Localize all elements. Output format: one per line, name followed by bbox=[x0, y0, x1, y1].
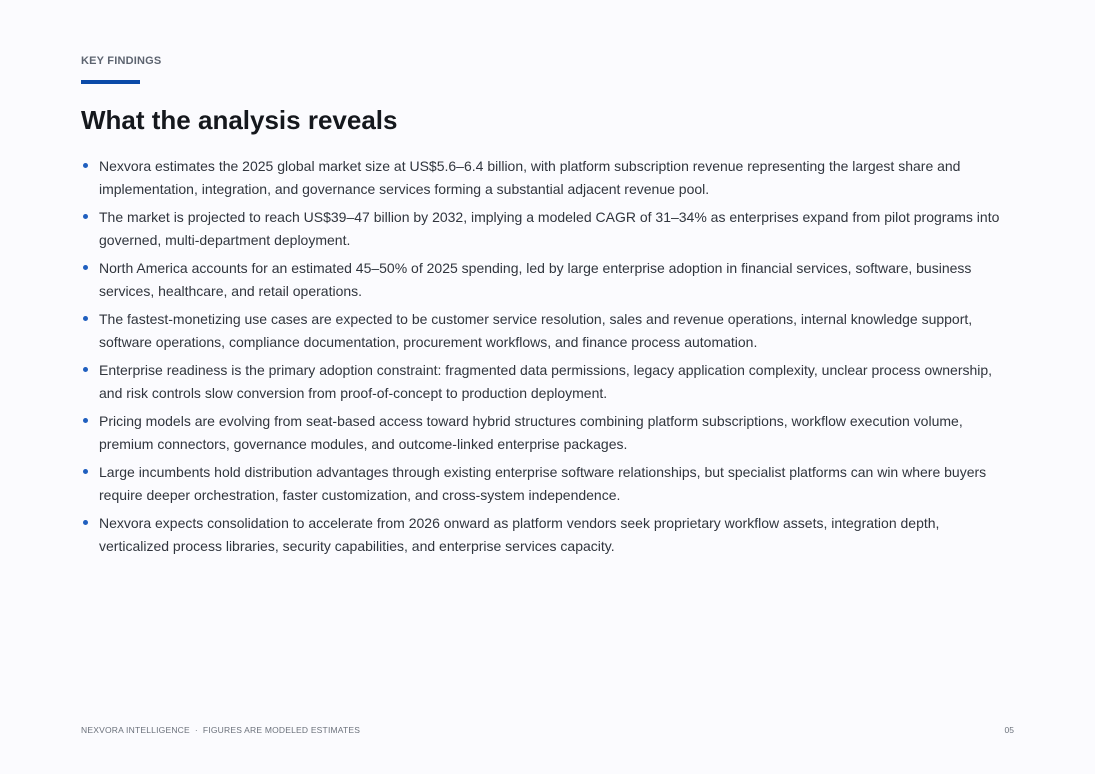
finding-text: North America accounts for an estimated 45–50% of 2025 spending, led by large enterprise adoption in financial services, software, business services, healthcare, and retail operations. bbox=[99, 260, 972, 299]
finding-text: Pricing models are evolving from seat-based access toward hybrid structures combining platform subscriptions, workflow execution volume, premium connectors, governance modules, and outcome-linked enterprise packages. bbox=[99, 413, 963, 452]
bullet-icon bbox=[83, 418, 88, 423]
finding-item bbox=[81, 359, 1011, 404]
bullet-icon bbox=[83, 367, 88, 372]
findings-list bbox=[81, 155, 1011, 563]
page-title: What the analysis reveals bbox=[81, 105, 398, 135]
bullet-icon bbox=[83, 214, 88, 219]
finding-item bbox=[81, 155, 1011, 200]
bullet-icon bbox=[83, 469, 88, 474]
footer-disclaimer: FIGURES ARE MODELED ESTIMATES bbox=[202, 725, 361, 735]
bullet-icon bbox=[83, 316, 88, 321]
finding-item bbox=[81, 461, 1011, 506]
page-number: 05 bbox=[1004, 725, 1014, 735]
footer-brand: NEXVORA INTELLIGENCE bbox=[81, 725, 190, 735]
finding-text: Nexvora expects consolidation to accelerate from 2026 onward as platform vendors seek proprietary workflow assets, integration depth, verticalized process libraries, security capabilities, and enterprise services capacity. bbox=[99, 515, 940, 554]
bullet-icon bbox=[83, 163, 88, 168]
footer-separator: · bbox=[194, 725, 198, 735]
finding-item bbox=[81, 410, 1011, 455]
finding-text: The market is projected to reach US$39–47 billion by 2032, implying a modeled CAGR of 31–34% as enterprises expand from pilot programs into governed, multi-department deployment. bbox=[99, 209, 1000, 248]
finding-text: The fastest-monetizing use cases are expected to be customer service resolution, sales and revenue operations, internal knowledge support, software operations, compliance documentation, procurement workflows, and finance process automation. bbox=[99, 311, 973, 350]
finding-text: Large incumbents hold distribution advantages through existing enterprise software relationships, but specialist platforms can win where buyers require deeper orchestration, faster customization, and cross-system independence. bbox=[99, 464, 987, 503]
accent-bar bbox=[81, 80, 140, 84]
finding-text: Nexvora estimates the 2025 global market size at US$5.6–6.4 billion, with platform subscription revenue representing the largest share and implementation, integration, and governance services forming a substantial adjacent revenue pool. bbox=[99, 158, 961, 197]
finding-item bbox=[81, 206, 1011, 251]
finding-item bbox=[81, 512, 1011, 557]
finding-item bbox=[81, 257, 1011, 302]
bullet-icon bbox=[83, 520, 88, 525]
finding-text: Enterprise readiness is the primary adoption constraint: fragmented data permissions, legacy application complexity, unclear process ownership, and risk controls slow conversion from proof-of-concept to production deployment. bbox=[99, 362, 993, 401]
finding-item bbox=[81, 308, 1011, 353]
footer-note bbox=[81, 725, 360, 735]
section-label: KEY FINDINGS bbox=[81, 55, 162, 67]
bullet-icon bbox=[83, 265, 88, 270]
